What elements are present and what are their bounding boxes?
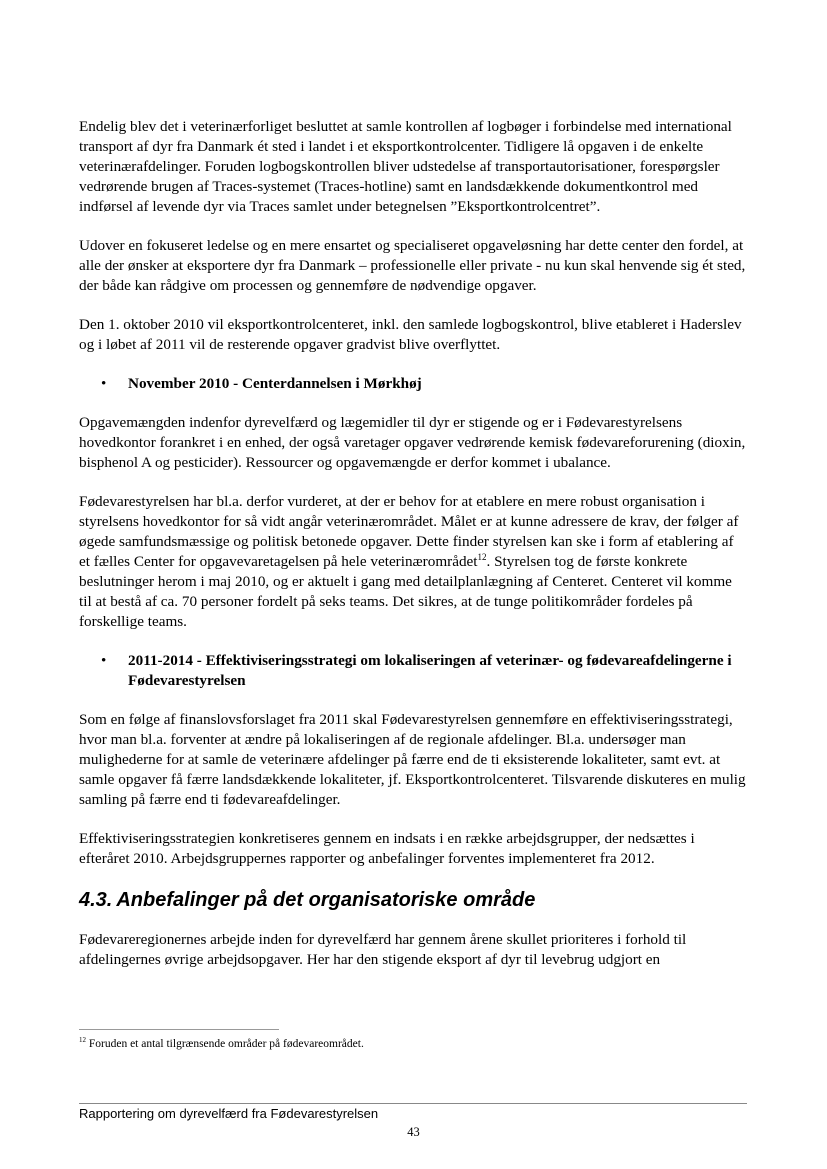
paragraph-text: . Styrelsen tog de første konkrete beslutninger herom i maj 2010, og er aktuelt i gang med detailplanlægning af Centeret. Centeret vil komme til at bestå af ca. 70 personer fordelt på seks teams. Det sikres, at de tunge politikområder fordeles på forskellige teams. [79, 553, 732, 630]
footnote [79, 1037, 364, 1051]
paragraph: Endelig blev det i veterinærforliget besluttet at samle kontrollen af logbøger i forbindelse med international transport af dyr fra Danmark ét sted i landet i et eksportkontrolcenter. Tidligere lå opgaven i de enkelte veterinærafdelinger. Foruden logbogskontrollen bliver udstedelse af transportautorisationer, forespørgsler vedrørende brugen af Traces-systemet (Traces-hotline) samt en landsdækkende dokumentkontrol med indførsel af levende dyr via Traces samlet under betegnelsen ”Eksportkontrolcentret”. [79, 118, 732, 215]
paragraph: Effektiviseringsstrategien konkretiseres gennem en indsats i en række arbejdsgrupper, der nedsættes i efteråret 2010. Arbejdsgruppernes rapporter og anbefalinger forventes implementeret fra 2012. [79, 830, 695, 867]
bullet-text: 2011-2014 - Effektiviseringsstrategi om lokaliseringen af veterinær- og fødevareafdelingerne i Fødevarestyrelsen [128, 652, 732, 689]
footnote-text: Foruden et antal tilgrænsende områder på fødevareområdet. [88, 1038, 364, 1050]
bullet-item [79, 374, 747, 394]
paragraph: Som en følge af finanslovsforslaget fra 2011 skal Fødevarestyrelsen gennemføre en effektiviseringsstrategi, hvor man bl.a. forventer at ændre på lokaliseringen af de regionale afdelinger. Bl.a. undersøger man mulighederne for at samle de veterinære afdelinger på færre end de ti eksisterende lokaliteter, samt evt. at samle opgaver få færre landsdækkende lokaliteter, jf. Eksportkontrolcenteret. Tilsvarende diskuteres en mulig samling på færre end ti fødevareafdelinger. [79, 711, 746, 808]
section-title: Anbefalinger på det organisatoriske område [116, 889, 536, 911]
document-body [79, 117, 747, 989]
paragraph: Fødevareregionernes arbejde inden for dyrevelfærd har gennem årene skullet prioriteres i forhold til afdelingernes øvrige arbejdsopgaver. Her har den stigende eksport af dyr til levebrug udgjort en [79, 931, 687, 968]
bullet-item [79, 651, 747, 691]
paragraph: Opgavemængden indenfor dyrevelfærd og lægemidler til dyr er stigende og er i Fødevarestyrelsens hovedkontor forankret i en enhed, der også varetager opgaver vedrørende kemisk fødevareforurening (dioxin, bisphenol A og pesticider). Ressourcer og opgavemængde er derfor kommet i ubalance. [79, 414, 746, 471]
footnote-reference[interactable]: 12 [477, 551, 487, 562]
footnote-divider [79, 1029, 279, 1030]
section-heading [79, 888, 747, 912]
footnote-number: 12 [79, 1036, 86, 1045]
paragraph: Den 1. oktober 2010 vil eksportkontrolcenteret, inkl. den samlede logbogskontrol, blive etableret i Haderslev og i løbet af 2011 vil de resterende opgaver gradvist blive overflyttet. [79, 316, 742, 353]
bullet-dot-icon: • [101, 652, 107, 669]
footer-title: Rapportering om dyrevelfærd fra Fødevarestyrelsen [79, 1106, 379, 1121]
section-number: 4.3. [79, 889, 113, 911]
bullet-dot-icon: • [101, 375, 107, 392]
paragraph: Udover en fokuseret ledelse og en mere ensartet og specialiseret opgaveløsning har dette center den fordel, at alle der ønsker at eksportere dyr fra Danmark – professionelle eller private - nu kun skal henvende sig ét sted, der både kan rådgive om processen og gennemføre de nødvendige opgaver. [79, 237, 746, 294]
bullet-text: November 2010 - Centerdannelsen i Mørkhøj [128, 375, 422, 392]
paragraph-text: Fødevarestyrelsen har bl.a. derfor vurderet, at der er behov for at etablere en mere robust organisation i styrelsens hovedkontor for så vidt angår veterinærområdet. Målet er at kunne adressere de krav, der følger af øgede samfundsmæssige og politisk betonede opgaver. Dette finder styrelsen kan ske i form af etablering af et fælles Center for opgavevaretagelsen på hele veterinærområdet [79, 493, 739, 570]
footer-divider [79, 1103, 747, 1104]
page-number: 43 [407, 1125, 420, 1139]
paragraph [79, 492, 747, 632]
